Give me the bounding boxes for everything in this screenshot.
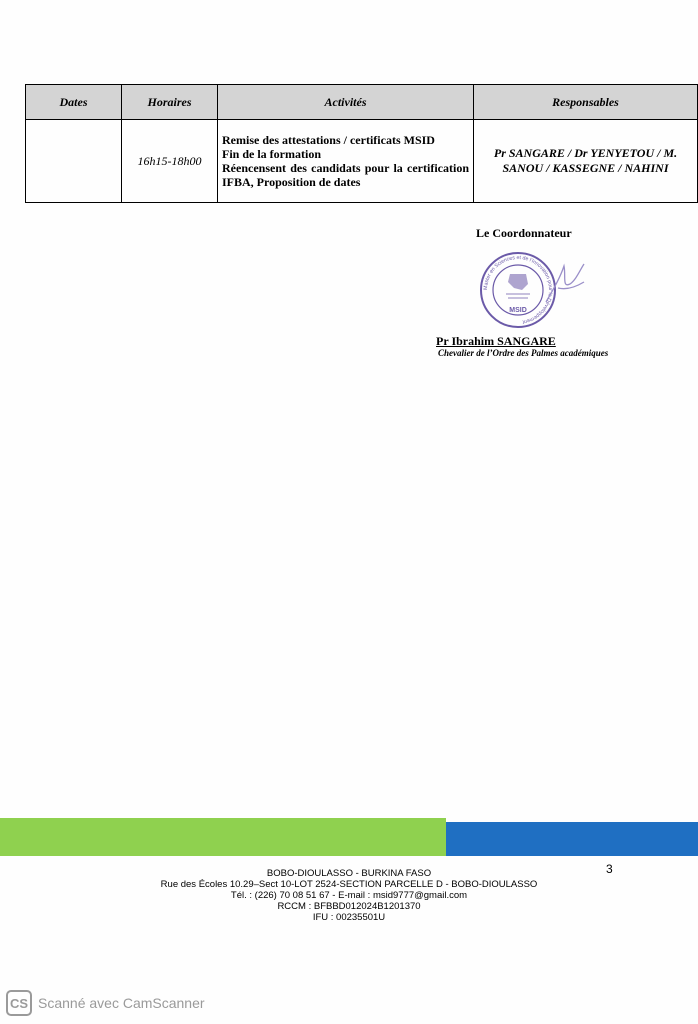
- footer-address: [0, 868, 698, 923]
- address-line: IFU : 00235501U: [312, 912, 386, 923]
- header-activites: Activités: [218, 85, 474, 120]
- address-line: BOBO-DIOULASSO - BURKINA FASO: [266, 868, 432, 879]
- activity-line: IFBA, Proposition de dates: [222, 175, 361, 189]
- header-responsables: Responsables: [474, 85, 698, 120]
- address-line: RCCM : BFBBD012024B1201370: [277, 901, 421, 912]
- stamp-ring-text: Master en Sciences et de l'Innovation pour le Développement: [482, 254, 554, 325]
- footer-band-green: [0, 818, 446, 856]
- activity-line: Fin de la formation: [222, 147, 321, 161]
- table-row: [26, 120, 698, 203]
- page-number: 3: [606, 862, 613, 876]
- camscanner-watermark: [6, 990, 205, 1016]
- address-line: Tél. : (226) 70 08 51 67 - E-mail : msid9777@gmail.com: [230, 890, 468, 901]
- stamp-center-text: MSID: [509, 307, 527, 314]
- signatory-name: Pr Ibrahim SANGARE: [436, 334, 556, 348]
- table-header-row: [26, 85, 698, 120]
- camscanner-label: Scanné avec CamScanner: [38, 995, 205, 1011]
- camscanner-logo-icon: CS: [6, 990, 32, 1016]
- responsables-line: Pr SANGARE / Dr YENYETOU / M.: [493, 146, 678, 160]
- signatory-title: Chevalier de l’Ordre des Palmes académiques: [438, 348, 609, 358]
- responsables-line: SANOU / KASSEGNE / NAHINI: [502, 161, 669, 175]
- footer-band-blue: [446, 822, 698, 856]
- header-dates: Dates: [26, 85, 122, 120]
- activity-line: Remise des attestations / certificats MSID: [222, 133, 435, 147]
- activity-line: Réencensent des candidats pour la certification: [222, 161, 469, 175]
- address-line: Rue des Écoles 10.29–Sect 10-LOT 2524-SECTION PARCELLE D - BOBO-DIOULASSO: [160, 879, 538, 890]
- header-horaires: Horaires: [122, 85, 218, 120]
- cell-horaires: 16h15-18h00: [122, 120, 218, 203]
- handwritten-signature: [540, 258, 590, 308]
- signature-role: Le Coordonnateur: [476, 226, 572, 240]
- schedule-table: [25, 84, 698, 203]
- cell-responsables: [474, 120, 698, 203]
- cell-activites: [218, 120, 474, 203]
- cell-dates: [26, 120, 122, 203]
